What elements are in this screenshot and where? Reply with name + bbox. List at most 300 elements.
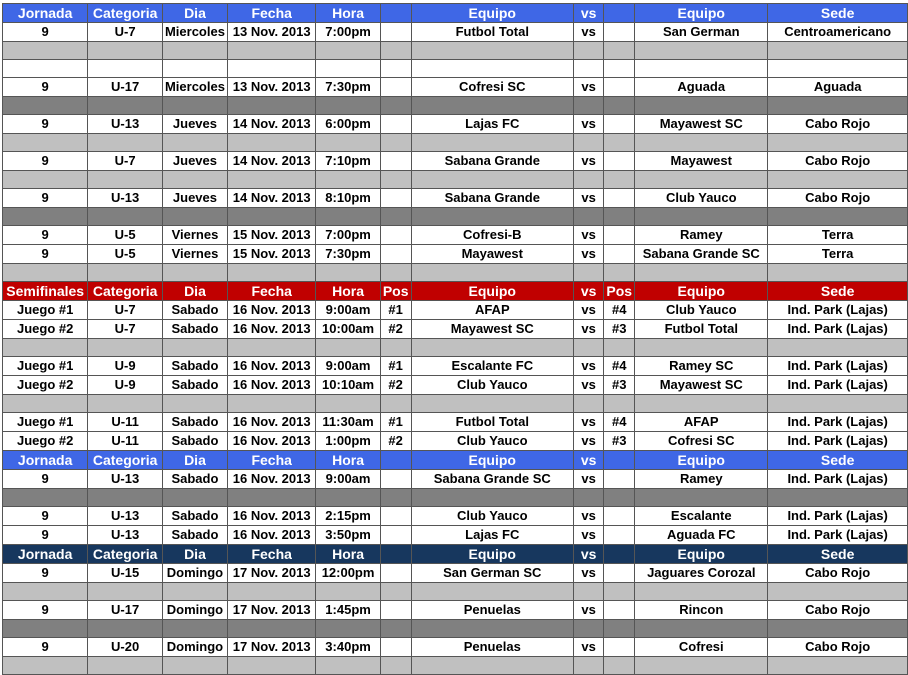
header-cell-fecha[interactable]: Fecha [227,451,315,470]
cell-team-away[interactable] [635,395,768,413]
cell-categoria[interactable] [88,60,163,78]
cell-pos-away[interactable] [604,583,635,601]
cell-vs[interactable]: vs [573,78,603,97]
cell-sede[interactable]: Cabo Rojo [768,564,908,583]
cell-pos-home[interactable]: #2 [380,320,411,339]
cell-pos-away[interactable] [604,189,635,208]
cell-jornada[interactable]: 9 [3,115,88,134]
cell-jornada[interactable] [3,339,88,357]
cell-jornada[interactable] [3,60,88,78]
cell-fecha[interactable]: 16 Nov. 2013 [227,432,315,451]
cell-team-away[interactable]: Sabana Grande SC [635,245,768,264]
cell-hora[interactable]: 7:00pm [316,226,380,245]
header-cell-pos-away[interactable] [604,451,635,470]
cell-pos-home[interactable] [380,583,411,601]
cell-team-away[interactable] [635,264,768,282]
cell-vs[interactable]: vs [573,601,603,620]
cell-pos-home[interactable] [380,601,411,620]
cell-team-home[interactable]: Futbol Total [411,413,573,432]
cell-categoria[interactable]: U-7 [88,301,163,320]
cell-sede[interactable] [768,134,908,152]
cell-vs[interactable]: vs [573,152,603,171]
cell-dia[interactable]: Sabado [162,470,227,489]
cell-dia[interactable]: Miercoles [162,23,227,42]
header-cell-team-home[interactable]: Equipo [411,545,573,564]
cell-fecha[interactable] [227,264,315,282]
cell-team-away[interactable] [635,489,768,507]
cell-pos-home[interactable] [380,638,411,657]
cell-team-away[interactable] [635,171,768,189]
cell-fecha[interactable] [227,620,315,638]
cell-pos-home[interactable] [380,60,411,78]
cell-team-away[interactable]: Rincon [635,601,768,620]
cell-hora[interactable]: 3:40pm [316,638,380,657]
cell-hora[interactable] [316,97,380,115]
cell-categoria[interactable] [88,208,163,226]
cell-fecha[interactable] [227,60,315,78]
cell-dia[interactable] [162,42,227,60]
cell-categoria[interactable]: U-11 [88,413,163,432]
cell-team-away[interactable] [635,583,768,601]
cell-dia[interactable] [162,60,227,78]
cell-sede[interactable] [768,42,908,60]
cell-team-home[interactable]: Club Yauco [411,507,573,526]
cell-hora[interactable]: 7:30pm [316,78,380,97]
cell-vs[interactable] [573,339,603,357]
header-cell-pos-home[interactable] [380,4,411,23]
cell-hora[interactable]: 6:00pm [316,115,380,134]
header-cell-jornada[interactable]: Jornada [3,451,88,470]
cell-pos-away[interactable] [604,339,635,357]
cell-team-home[interactable]: Sabana Grande SC [411,470,573,489]
cell-team-home[interactable] [411,134,573,152]
cell-team-home[interactable]: Club Yauco [411,432,573,451]
cell-pos-home[interactable] [380,78,411,97]
header-cell-hora[interactable]: Hora [316,451,380,470]
cell-vs[interactable] [573,208,603,226]
cell-categoria[interactable] [88,339,163,357]
header-cell-team-home[interactable]: Equipo [411,451,573,470]
cell-hora[interactable] [316,134,380,152]
cell-jornada[interactable]: 9 [3,226,88,245]
cell-categoria[interactable]: U-13 [88,189,163,208]
cell-team-home[interactable] [411,264,573,282]
cell-dia[interactable]: Sabado [162,357,227,376]
cell-team-home[interactable]: Penuelas [411,638,573,657]
cell-pos-away[interactable] [604,264,635,282]
cell-jornada[interactable] [3,489,88,507]
cell-pos-away[interactable] [604,23,635,42]
cell-pos-home[interactable] [380,470,411,489]
cell-dia[interactable] [162,134,227,152]
cell-vs[interactable]: vs [573,564,603,583]
header-cell-dia[interactable]: Dia [162,545,227,564]
cell-jornada[interactable]: Juego #1 [3,413,88,432]
cell-categoria[interactable]: U-7 [88,23,163,42]
cell-sede[interactable]: Ind. Park (Lajas) [768,376,908,395]
header-cell-team-away[interactable]: Equipo [635,545,768,564]
cell-sede[interactable] [768,171,908,189]
cell-categoria[interactable] [88,134,163,152]
cell-categoria[interactable]: U-17 [88,601,163,620]
header-cell-categoria[interactable]: Categoria [88,451,163,470]
cell-jornada[interactable]: 9 [3,189,88,208]
cell-pos-home[interactable] [380,189,411,208]
header-cell-hora[interactable]: Hora [316,4,380,23]
cell-hora[interactable]: 9:00am [316,470,380,489]
cell-sede[interactable]: Ind. Park (Lajas) [768,320,908,339]
header-cell-categoria[interactable]: Categoria [88,4,163,23]
cell-pos-away[interactable] [604,526,635,545]
cell-hora[interactable]: 1:00pm [316,432,380,451]
cell-team-away[interactable]: Cofresi [635,638,768,657]
cell-hora[interactable]: 9:00am [316,357,380,376]
cell-hora[interactable] [316,583,380,601]
cell-categoria[interactable]: U-13 [88,507,163,526]
cell-fecha[interactable]: 16 Nov. 2013 [227,413,315,432]
cell-team-away[interactable]: Aguada [635,78,768,97]
cell-pos-home[interactable] [380,97,411,115]
cell-sede[interactable] [768,395,908,413]
cell-pos-away[interactable] [604,601,635,620]
cell-vs[interactable]: vs [573,245,603,264]
cell-sede[interactable]: Cabo Rojo [768,638,908,657]
cell-categoria[interactable] [88,620,163,638]
cell-dia[interactable]: Domingo [162,638,227,657]
cell-team-away[interactable] [635,42,768,60]
cell-hora[interactable] [316,489,380,507]
cell-team-away[interactable]: Ramey [635,470,768,489]
cell-hora[interactable]: 11:30am [316,413,380,432]
cell-pos-away[interactable] [604,152,635,171]
cell-team-away[interactable]: Cofresi SC [635,432,768,451]
cell-vs[interactable] [573,42,603,60]
cell-dia[interactable]: Sabado [162,301,227,320]
cell-dia[interactable]: Miercoles [162,78,227,97]
cell-categoria[interactable]: U-13 [88,470,163,489]
cell-pos-home[interactable] [380,171,411,189]
header-cell-team-away[interactable]: Equipo [635,451,768,470]
cell-jornada[interactable] [3,620,88,638]
cell-fecha[interactable]: 17 Nov. 2013 [227,638,315,657]
cell-dia[interactable]: Sabado [162,413,227,432]
cell-hora[interactable]: 9:00am [316,301,380,320]
cell-team-away[interactable]: Aguada FC [635,526,768,545]
cell-pos-home[interactable] [380,226,411,245]
cell-fecha[interactable]: 16 Nov. 2013 [227,470,315,489]
cell-fecha[interactable]: 14 Nov. 2013 [227,152,315,171]
cell-vs[interactable] [573,60,603,78]
header-cell-fecha[interactable]: Fecha [227,545,315,564]
cell-vs[interactable] [573,171,603,189]
cell-team-home[interactable]: Cofresi SC [411,78,573,97]
header-cell-team-home[interactable]: Equipo [411,4,573,23]
cell-pos-away[interactable] [604,115,635,134]
cell-pos-away[interactable] [604,97,635,115]
cell-pos-home[interactable] [380,564,411,583]
cell-categoria[interactable]: U-13 [88,526,163,545]
cell-pos-away[interactable] [604,171,635,189]
cell-pos-away[interactable]: #4 [604,357,635,376]
cell-vs[interactable] [573,264,603,282]
cell-pos-home[interactable] [380,134,411,152]
cell-hora[interactable]: 10:00am [316,320,380,339]
cell-fecha[interactable]: 16 Nov. 2013 [227,376,315,395]
cell-jornada[interactable]: 9 [3,23,88,42]
cell-sede[interactable]: Ind. Park (Lajas) [768,357,908,376]
cell-sede[interactable]: Ind. Park (Lajas) [768,413,908,432]
cell-team-home[interactable]: Sabana Grande [411,189,573,208]
cell-categoria[interactable]: U-20 [88,638,163,657]
cell-categoria[interactable]: U-13 [88,115,163,134]
cell-dia[interactable]: Sabado [162,320,227,339]
cell-pos-away[interactable] [604,395,635,413]
header-cell-pos-away[interactable]: Pos [604,282,635,301]
cell-team-home[interactable]: AFAP [411,301,573,320]
cell-sede[interactable]: Ind. Park (Lajas) [768,301,908,320]
cell-sede[interactable]: Cabo Rojo [768,189,908,208]
cell-categoria[interactable]: U-11 [88,432,163,451]
cell-team-away[interactable]: AFAP [635,413,768,432]
cell-sede[interactable] [768,620,908,638]
cell-dia[interactable]: Jueves [162,115,227,134]
cell-pos-home[interactable] [380,245,411,264]
cell-vs[interactable] [573,395,603,413]
cell-pos-home[interactable]: #1 [380,357,411,376]
cell-pos-home[interactable] [380,264,411,282]
cell-pos-away[interactable] [604,620,635,638]
cell-dia[interactable]: Jueves [162,152,227,171]
cell-vs[interactable]: vs [573,226,603,245]
cell-sede[interactable] [768,339,908,357]
header-cell-categoria[interactable]: Categoria [88,545,163,564]
cell-vs[interactable]: vs [573,470,603,489]
cell-pos-home[interactable] [380,339,411,357]
cell-vs[interactable] [573,97,603,115]
cell-hora[interactable]: 10:10am [316,376,380,395]
cell-sede[interactable] [768,60,908,78]
cell-fecha[interactable] [227,171,315,189]
cell-pos-home[interactable] [380,489,411,507]
cell-categoria[interactable] [88,583,163,601]
cell-vs[interactable]: vs [573,189,603,208]
cell-team-home[interactable] [411,489,573,507]
cell-sede[interactable] [768,489,908,507]
cell-sede[interactable]: Ind. Park (Lajas) [768,470,908,489]
cell-vs[interactable] [573,134,603,152]
cell-categoria[interactable] [88,171,163,189]
cell-fecha[interactable]: 16 Nov. 2013 [227,526,315,545]
cell-team-home[interactable]: Lajas FC [411,115,573,134]
header-cell-pos-away[interactable] [604,4,635,23]
cell-team-home[interactable] [411,620,573,638]
cell-vs[interactable] [573,489,603,507]
cell-pos-home[interactable] [380,507,411,526]
cell-vs[interactable]: vs [573,320,603,339]
cell-sede[interactable]: Ind. Park (Lajas) [768,432,908,451]
cell-dia[interactable]: Domingo [162,564,227,583]
cell-hora[interactable] [316,42,380,60]
header-cell-sede[interactable]: Sede [768,282,908,301]
cell-dia[interactable] [162,264,227,282]
cell-fecha[interactable] [227,97,315,115]
cell-vs[interactable]: vs [573,357,603,376]
cell-jornada[interactable]: 9 [3,152,88,171]
header-cell-dia[interactable]: Dia [162,451,227,470]
header-cell-pos-home[interactable] [380,451,411,470]
cell-jornada[interactable] [3,97,88,115]
cell-jornada[interactable] [3,42,88,60]
cell-jornada[interactable]: 9 [3,638,88,657]
cell-pos-away[interactable]: #4 [604,301,635,320]
cell-pos-away[interactable]: #3 [604,320,635,339]
header-cell-jornada[interactable]: Semifinales [3,282,88,301]
cell-team-away[interactable]: Ramey SC [635,357,768,376]
cell-hora[interactable]: 7:30pm [316,245,380,264]
cell-dia[interactable] [162,97,227,115]
cell-jornada[interactable] [3,583,88,601]
cell-dia[interactable]: Viernes [162,226,227,245]
cell-team-home[interactable] [411,339,573,357]
cell-categoria[interactable]: U-9 [88,376,163,395]
cell-pos-home[interactable] [380,115,411,134]
cell-team-away[interactable] [635,339,768,357]
cell-pos-away[interactable]: #3 [604,376,635,395]
cell-dia[interactable]: Sabado [162,526,227,545]
cell-pos-away[interactable] [604,60,635,78]
cell-fecha[interactable] [227,395,315,413]
cell-jornada[interactable]: Juego #2 [3,376,88,395]
header-cell-team-away[interactable]: Equipo [635,4,768,23]
cell-team-home[interactable]: Escalante FC [411,357,573,376]
cell-team-home[interactable] [411,97,573,115]
cell-pos-home[interactable] [380,526,411,545]
cell-team-home[interactable]: Lajas FC [411,526,573,545]
header-cell-team-away[interactable]: Equipo [635,282,768,301]
header-cell-hora[interactable]: Hora [316,282,380,301]
cell-vs[interactable]: vs [573,23,603,42]
cell-dia[interactable]: Sabado [162,507,227,526]
cell-team-away[interactable]: Mayawest SC [635,376,768,395]
cell-dia[interactable] [162,583,227,601]
cell-categoria[interactable] [88,264,163,282]
cell-jornada[interactable]: 9 [3,564,88,583]
cell-hora[interactable] [316,264,380,282]
cell-team-away[interactable]: Mayawest SC [635,115,768,134]
cell-categoria[interactable] [88,42,163,60]
cell-hora[interactable]: 7:00pm [316,23,380,42]
cell-fecha[interactable]: 17 Nov. 2013 [227,564,315,583]
cell-hora[interactable] [316,60,380,78]
cell-dia[interactable]: Viernes [162,245,227,264]
cell-hora[interactable] [316,339,380,357]
header-cell-fecha[interactable]: Fecha [227,282,315,301]
cell-jornada[interactable]: 9 [3,245,88,264]
header-cell-hora[interactable]: Hora [316,545,380,564]
header-cell-fecha[interactable]: Fecha [227,4,315,23]
cell-team-home[interactable] [411,208,573,226]
cell-jornada[interactable]: 9 [3,507,88,526]
cell-fecha[interactable] [227,134,315,152]
cell-hora[interactable] [316,208,380,226]
cell-team-home[interactable]: Mayawest [411,245,573,264]
cell-team-home[interactable]: Club Yauco [411,376,573,395]
header-cell-vs[interactable]: vs [573,282,603,301]
cell-dia[interactable] [162,171,227,189]
cell-categoria[interactable]: U-9 [88,357,163,376]
cell-fecha[interactable]: 16 Nov. 2013 [227,320,315,339]
cell-pos-home[interactable]: #2 [380,376,411,395]
cell-pos-away[interactable]: #3 [604,432,635,451]
cell-pos-away[interactable] [604,226,635,245]
cell-fecha[interactable]: 13 Nov. 2013 [227,23,315,42]
cell-team-away[interactable] [635,620,768,638]
cell-sede[interactable]: Cabo Rojo [768,601,908,620]
cell-team-home[interactable]: Mayawest SC [411,320,573,339]
cell-fecha[interactable] [227,42,315,60]
cell-vs[interactable]: vs [573,507,603,526]
cell-categoria[interactable]: U-5 [88,226,163,245]
cell-pos-away[interactable] [604,42,635,60]
cell-dia[interactable]: Sabado [162,432,227,451]
cell-jornada[interactable]: 9 [3,78,88,97]
cell-categoria[interactable]: U-7 [88,320,163,339]
header-cell-sede[interactable]: Sede [768,4,908,23]
cell-fecha[interactable]: 14 Nov. 2013 [227,115,315,134]
cell-sede[interactable] [768,208,908,226]
cell-sede[interactable]: Cabo Rojo [768,115,908,134]
cell-pos-away[interactable]: #4 [604,413,635,432]
cell-dia[interactable]: Domingo [162,601,227,620]
cell-vs[interactable]: vs [573,413,603,432]
cell-jornada[interactable] [3,264,88,282]
cell-fecha[interactable] [227,339,315,357]
cell-fecha[interactable]: 15 Nov. 2013 [227,226,315,245]
cell-team-home[interactable] [411,395,573,413]
cell-hora[interactable] [316,395,380,413]
cell-vs[interactable] [573,583,603,601]
cell-hora[interactable]: 3:50pm [316,526,380,545]
cell-hora[interactable] [316,171,380,189]
cell-team-away[interactable]: Mayawest [635,152,768,171]
cell-jornada[interactable]: Juego #2 [3,432,88,451]
header-cell-jornada[interactable]: Jornada [3,4,88,23]
cell-dia[interactable] [162,208,227,226]
cell-team-home[interactable] [411,583,573,601]
cell-team-away[interactable]: Futbol Total [635,320,768,339]
cell-hora[interactable]: 8:10pm [316,189,380,208]
cell-team-home[interactable]: Cofresi-B [411,226,573,245]
cell-pos-home[interactable] [380,395,411,413]
cell-jornada[interactable] [3,134,88,152]
cell-sede[interactable] [768,583,908,601]
header-cell-vs[interactable]: vs [573,451,603,470]
header-cell-dia[interactable]: Dia [162,4,227,23]
cell-dia[interactable] [162,339,227,357]
cell-team-away[interactable]: Club Yauco [635,301,768,320]
cell-vs[interactable] [573,620,603,638]
header-cell-pos-away[interactable] [604,545,635,564]
cell-jornada[interactable]: 9 [3,470,88,489]
cell-hora[interactable]: 12:00pm [316,564,380,583]
cell-pos-home[interactable] [380,620,411,638]
cell-pos-home[interactable]: #1 [380,301,411,320]
cell-pos-home[interactable] [380,23,411,42]
cell-jornada[interactable]: Juego #1 [3,301,88,320]
cell-team-home[interactable]: Futbol Total [411,23,573,42]
cell-vs[interactable]: vs [573,301,603,320]
cell-categoria[interactable]: U-5 [88,245,163,264]
